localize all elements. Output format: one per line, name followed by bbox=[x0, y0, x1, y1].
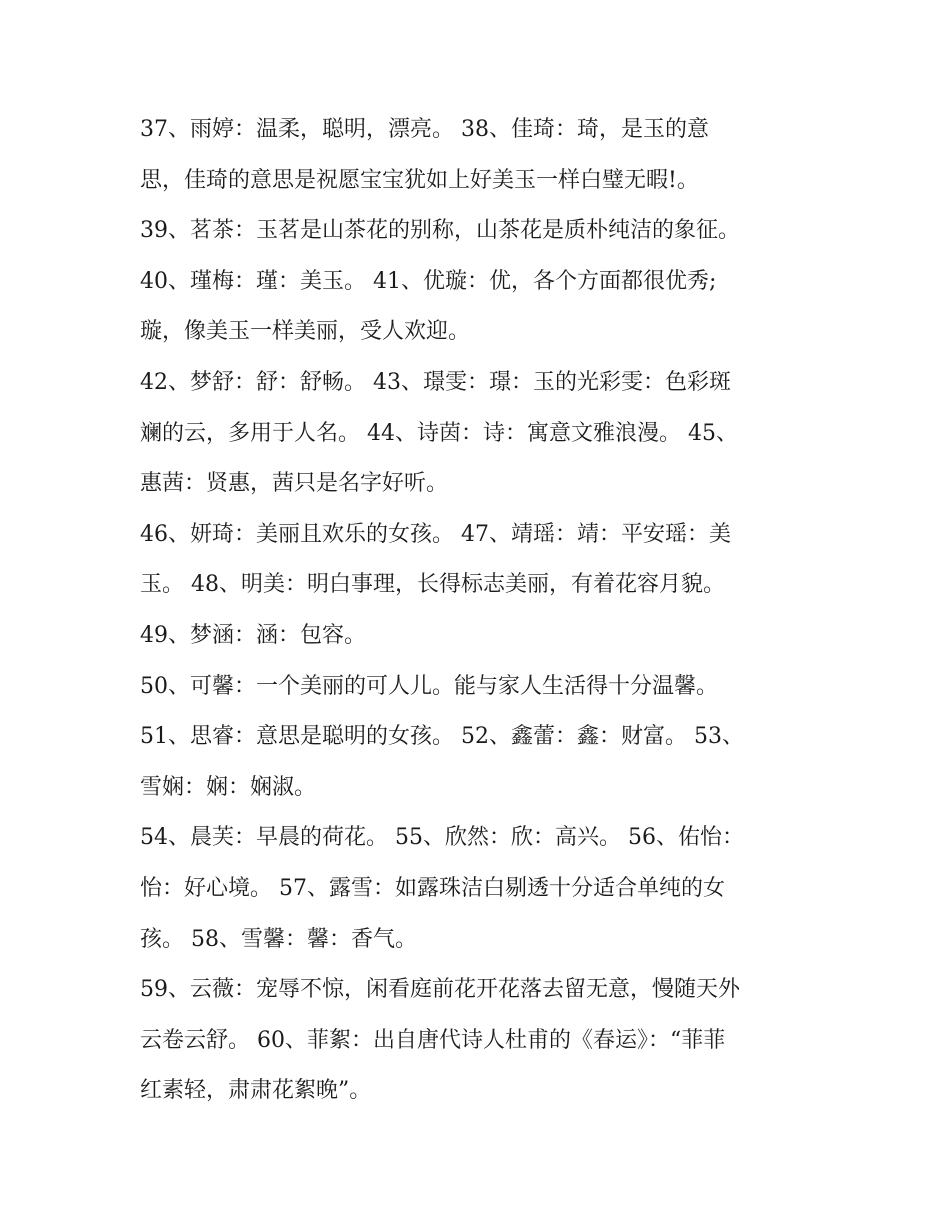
text-line-11: 49、梦涵：涵：包容。 bbox=[140, 622, 366, 648]
text-line-7: 斓的云，多用于人名。 44、诗茵：诗：寓意文雅浪漫。 45、 bbox=[140, 420, 738, 446]
names-list-text bbox=[140, 105, 830, 1117]
text-line-3: 39、茗茶：玉茗是山茶花的别称，山茶花是质朴纯洁的象征。 bbox=[140, 218, 740, 244]
text-line-16: 怡：好心境。 57、露雪：如露珠洁白剔透十分适合单纯的女 bbox=[140, 875, 725, 901]
text-line-17: 孩。 58、雪馨：馨：香气。 bbox=[140, 926, 417, 952]
text-line-1: 37、雨婷：温柔，聪明，漂亮。 38、佳琦：琦，是玉的意 bbox=[140, 117, 709, 142]
text-line-12: 50、可馨：一个美丽的可人儿。能与家人生活得十分温馨。 bbox=[140, 673, 718, 699]
text-line-9: 46、妍琦：美丽且欢乐的女孩。 47、靖瑶：靖：平安瑶：美 bbox=[140, 521, 731, 547]
text-line-2: 思，佳琦的意思是祝愿宝宝犹如上好美玉一样白璧无暇!。 bbox=[140, 167, 699, 193]
text-line-8: 惠茜：贤惠，茜只是名字好听。 bbox=[140, 471, 449, 497]
text-line-15: 54、晨芙：早晨的荷花。 55、欣然：欣：高兴。 56、佑怡： bbox=[140, 825, 744, 851]
text-line-14: 雪娴：娴：娴淑。 bbox=[140, 774, 317, 800]
text-line-5: 璇，像美玉一样美丽，受人欢迎。 bbox=[140, 319, 471, 345]
text-line-19: 云卷云舒。 60、菲絮：出自唐代诗人杜甫的《春运》：“菲菲 bbox=[140, 1027, 726, 1053]
text-line-18: 59、云薇：宠辱不惊，闲看庭前花开花落去留无意，慢随天外 bbox=[140, 977, 740, 1003]
text-line-6: 42、梦舒：舒：舒畅。 43、璟雯：璟：玉的光彩雯：色彩斑 bbox=[140, 369, 731, 395]
text-line-4: 40、瑾梅：瑾：美玉。 41、优璇：优，各个方面都很优秀; bbox=[140, 268, 717, 294]
text-line-10: 玉。 48、明美：明白事理，长得标志美丽，有着花容月貌。 bbox=[140, 572, 725, 598]
text-line-13: 51、思睿：意思是聪明的女孩。 52、鑫蕾：鑫：财富。 53、 bbox=[140, 724, 744, 750]
text-line-20: 红素轻，肃肃花絮晚”。 bbox=[140, 1078, 372, 1104]
